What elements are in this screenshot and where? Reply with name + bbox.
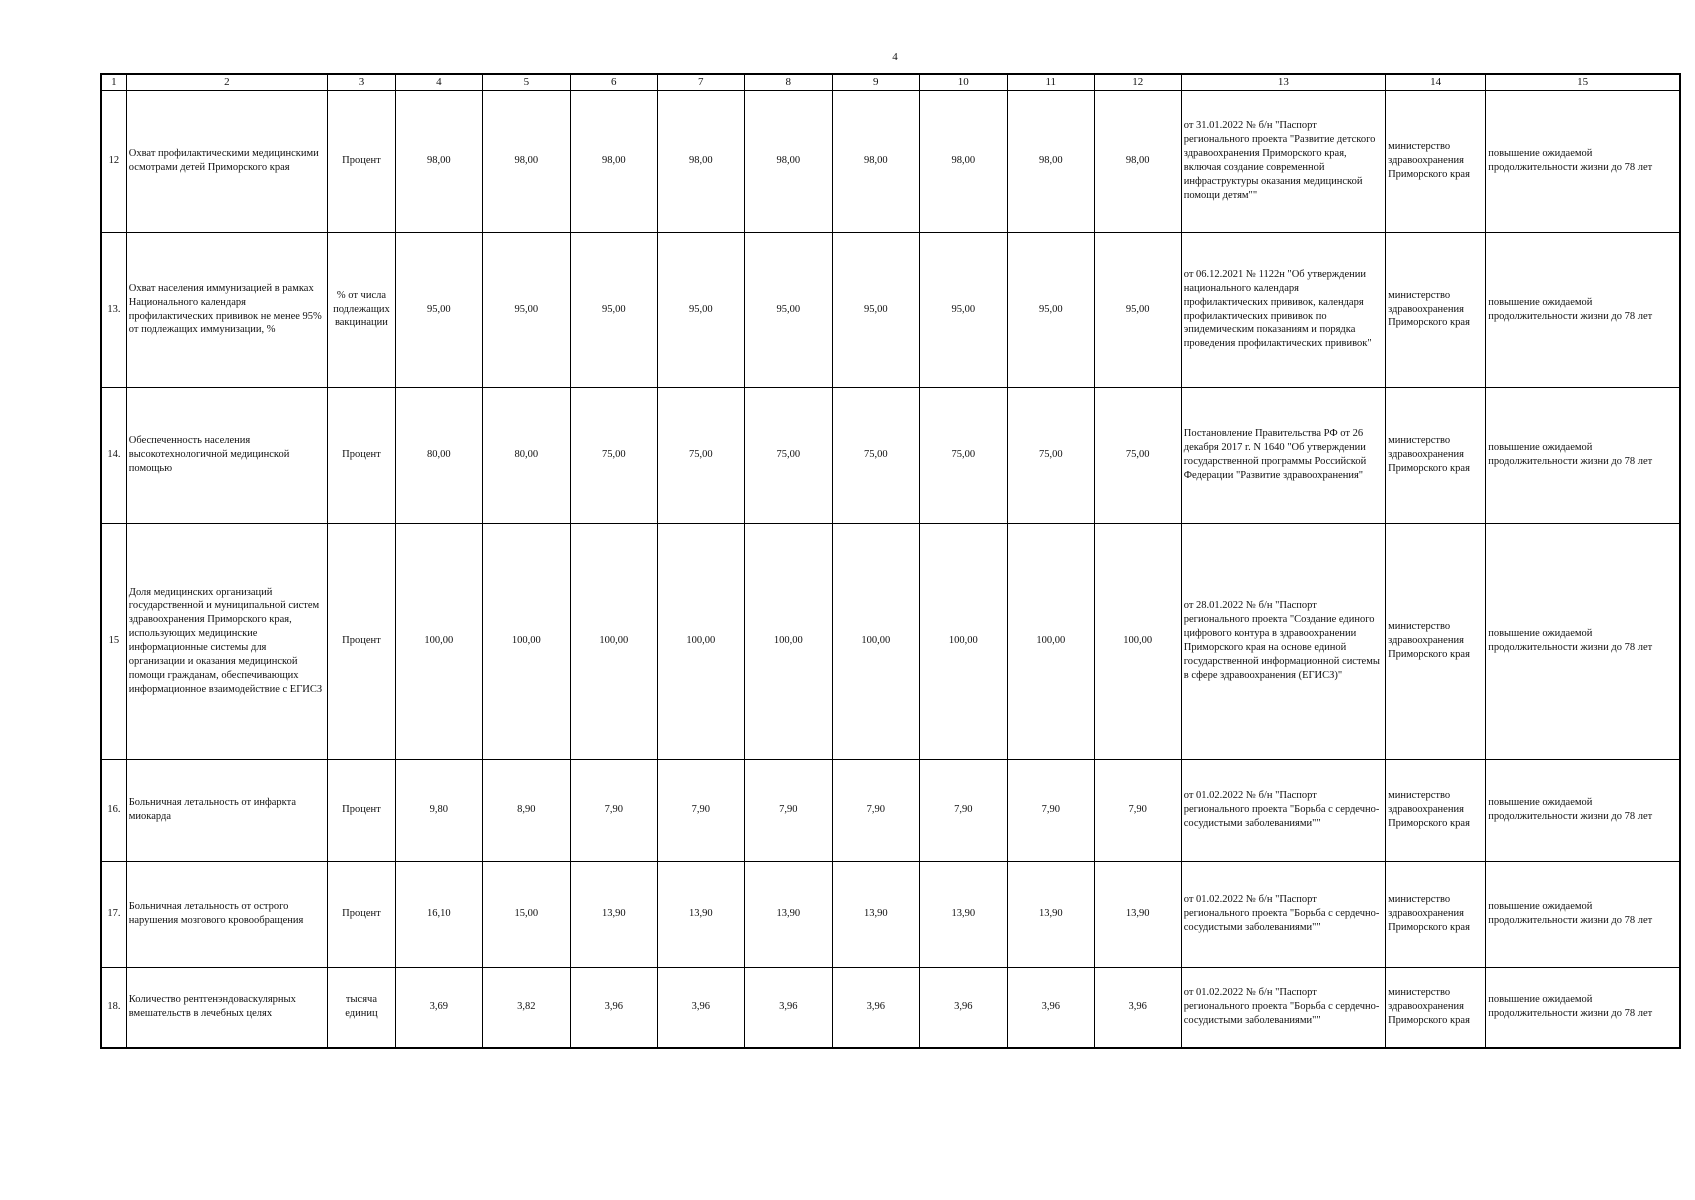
indicator-value: 75,00 <box>919 387 1007 523</box>
indicator-value: 95,00 <box>832 232 919 387</box>
indicator-value: 7,90 <box>1007 759 1094 861</box>
indicator-value: 98,00 <box>482 90 570 232</box>
indicator-value: 15,00 <box>482 861 570 967</box>
indicator-value: 13,90 <box>1007 861 1094 967</box>
row-number: 17. <box>101 861 126 967</box>
indicator-value: 9,80 <box>395 759 482 861</box>
indicator-value: 100,00 <box>919 523 1007 759</box>
column-number-1: 1 <box>101 74 126 90</box>
indicator-value: 98,00 <box>570 90 657 232</box>
indicator-value: 95,00 <box>482 232 570 387</box>
indicator-value: 100,00 <box>744 523 832 759</box>
unit-of-measure: % от числа подлежащих вакцинации <box>328 232 396 387</box>
indicator-value: 100,00 <box>657 523 744 759</box>
indicator-value: 13,90 <box>744 861 832 967</box>
indicator-value: 98,00 <box>1094 90 1181 232</box>
indicator-name: Больничная летальность от острого нарушения мозгового кровообращения <box>126 861 327 967</box>
column-number-15: 15 <box>1486 74 1680 90</box>
indicator-value: 13,90 <box>657 861 744 967</box>
indicator-name: Доля медицинских организаций государственной и муниципальной систем здравоохранения Приморского края, использующих медицинские информационные системы для организации и оказания медицинской помощи гражданам, обеспечивающих информационное взаимодействие с ЕГИСЗ <box>126 523 327 759</box>
target-goal: повышение ожидаемой продолжительности жизни до 78 лет <box>1486 861 1680 967</box>
target-goal: повышение ожидаемой продолжительности жизни до 78 лет <box>1486 232 1680 387</box>
table-row <box>101 967 1680 1048</box>
row-number: 18. <box>101 967 126 1048</box>
target-goal: повышение ожидаемой продолжительности жизни до 78 лет <box>1486 90 1680 232</box>
indicator-value: 98,00 <box>395 90 482 232</box>
row-number: 14. <box>101 387 126 523</box>
indicator-value: 7,90 <box>657 759 744 861</box>
row-number: 12 <box>101 90 126 232</box>
target-goal: повышение ожидаемой продолжительности жизни до 78 лет <box>1486 523 1680 759</box>
column-number-14: 14 <box>1386 74 1486 90</box>
table-body <box>101 74 1680 1048</box>
indicator-value: 98,00 <box>919 90 1007 232</box>
unit-of-measure: Процент <box>328 861 396 967</box>
target-goal: повышение ожидаемой продолжительности жизни до 78 лет <box>1486 967 1680 1048</box>
source-document: от 31.01.2022 № б/н "Паспорт регионального проекта "Развитие детского здравоохранения Приморского края, включая создание современной инфраструктуры оказания медицинской помощи детям"" <box>1181 90 1385 232</box>
responsible-ministry: министерство здравоохранения Приморского края <box>1386 967 1486 1048</box>
table-row <box>101 387 1680 523</box>
table-row <box>101 90 1680 232</box>
indicator-value: 100,00 <box>1094 523 1181 759</box>
column-number-3: 3 <box>328 74 396 90</box>
indicator-value: 3,96 <box>1094 967 1181 1048</box>
indicator-value: 3,96 <box>744 967 832 1048</box>
indicator-value: 95,00 <box>1094 232 1181 387</box>
indicator-name: Больничная летальность от инфаркта миокарда <box>126 759 327 861</box>
column-number-10: 10 <box>919 74 1007 90</box>
unit-of-measure: Процент <box>328 523 396 759</box>
row-number: 16. <box>101 759 126 861</box>
source-document: Постановление Правительства РФ от 26 декабря 2017 г. N 1640 "Об утверждении государственной программы Российской Федерации "Развитие здравоохранения" <box>1181 387 1385 523</box>
indicator-value: 13,90 <box>1094 861 1181 967</box>
source-document: от 01.02.2022 № б/н "Паспорт регионального проекта "Борьба с сердечно-сосудистыми заболеваниями"" <box>1181 967 1385 1048</box>
column-number-7: 7 <box>657 74 744 90</box>
table-row <box>101 861 1680 967</box>
indicator-name: Охват профилактическими медицинскими осмотрами детей Приморского края <box>126 90 327 232</box>
column-number-13: 13 <box>1181 74 1385 90</box>
indicator-value: 3,96 <box>657 967 744 1048</box>
indicator-value: 95,00 <box>1007 232 1094 387</box>
responsible-ministry: министерство здравоохранения Приморского края <box>1386 387 1486 523</box>
table-row <box>101 232 1680 387</box>
indicator-value: 75,00 <box>1007 387 1094 523</box>
indicator-value: 98,00 <box>1007 90 1094 232</box>
indicator-value: 3,96 <box>919 967 1007 1048</box>
indicator-value: 75,00 <box>832 387 919 523</box>
indicator-value: 7,90 <box>1094 759 1181 861</box>
source-document: от 01.02.2022 № б/н "Паспорт регионального проекта "Борьба с сердечно-сосудистыми заболеваниями"" <box>1181 759 1385 861</box>
responsible-ministry: министерство здравоохранения Приморского края <box>1386 232 1486 387</box>
indicator-value: 3,69 <box>395 967 482 1048</box>
indicator-value: 7,90 <box>570 759 657 861</box>
column-number-6: 6 <box>570 74 657 90</box>
indicator-value: 98,00 <box>744 90 832 232</box>
column-number-row <box>101 74 1680 90</box>
source-document: от 28.01.2022 № б/н "Паспорт регионального проекта "Создание единого цифрового контура в здравоохранении Приморского края на основе единой государственной информационной системы в сфере здравоохранения (ЕГИСЗ)" <box>1181 523 1385 759</box>
responsible-ministry: министерство здравоохранения Приморского края <box>1386 759 1486 861</box>
indicator-value: 80,00 <box>482 387 570 523</box>
indicator-name: Охват населения иммунизацией в рамках Национального календаря профилактических прививок не менее 95% от подлежащих иммунизации, % <box>126 232 327 387</box>
indicator-value: 75,00 <box>570 387 657 523</box>
indicator-value: 100,00 <box>482 523 570 759</box>
source-document: от 01.02.2022 № б/н "Паспорт регионального проекта "Борьба с сердечно-сосудистыми заболеваниями"" <box>1181 861 1385 967</box>
indicator-value: 16,10 <box>395 861 482 967</box>
indicator-value: 13,90 <box>570 861 657 967</box>
indicator-value: 98,00 <box>657 90 744 232</box>
indicator-value: 3,82 <box>482 967 570 1048</box>
table-row <box>101 759 1680 861</box>
indicator-name: Количество рентгенэндоваскулярных вмешательств в лечебных целях <box>126 967 327 1048</box>
column-number-9: 9 <box>832 74 919 90</box>
indicator-value: 3,96 <box>570 967 657 1048</box>
responsible-ministry: министерство здравоохранения Приморского края <box>1386 861 1486 967</box>
unit-of-measure: тысяча единиц <box>328 967 396 1048</box>
indicator-value: 75,00 <box>1094 387 1181 523</box>
column-number-4: 4 <box>395 74 482 90</box>
indicator-value: 75,00 <box>657 387 744 523</box>
indicator-value: 100,00 <box>832 523 919 759</box>
target-goal: повышение ожидаемой продолжительности жизни до 78 лет <box>1486 387 1680 523</box>
column-number-8: 8 <box>744 74 832 90</box>
unit-of-measure: Процент <box>328 759 396 861</box>
indicator-value: 3,96 <box>1007 967 1094 1048</box>
indicator-value: 95,00 <box>570 232 657 387</box>
responsible-ministry: министерство здравоохранения Приморского края <box>1386 523 1486 759</box>
row-number: 15 <box>101 523 126 759</box>
responsible-ministry: министерство здравоохранения Приморского края <box>1386 90 1486 232</box>
unit-of-measure: Процент <box>328 387 396 523</box>
indicator-name: Обеспеченность населения высокотехнологичной медицинской помощью <box>126 387 327 523</box>
table-row <box>101 523 1680 759</box>
indicator-value: 80,00 <box>395 387 482 523</box>
indicator-value: 95,00 <box>919 232 1007 387</box>
unit-of-measure: Процент <box>328 90 396 232</box>
row-number: 13. <box>101 232 126 387</box>
indicator-value: 95,00 <box>657 232 744 387</box>
indicator-value: 13,90 <box>832 861 919 967</box>
column-number-5: 5 <box>482 74 570 90</box>
indicator-value: 13,90 <box>919 861 1007 967</box>
column-number-11: 11 <box>1007 74 1094 90</box>
target-goal: повышение ожидаемой продолжительности жизни до 78 лет <box>1486 759 1680 861</box>
indicator-value: 75,00 <box>744 387 832 523</box>
indicator-value: 95,00 <box>744 232 832 387</box>
indicator-value: 7,90 <box>919 759 1007 861</box>
column-number-12: 12 <box>1094 74 1181 90</box>
indicator-value: 98,00 <box>832 90 919 232</box>
source-document: от 06.12.2021 № 1122н "Об утверждении национального календаря профилактических прививок, календаря профилактических прививок по эпидемическим показаниям и порядка проведения профилактических прививок" <box>1181 232 1385 387</box>
indicator-value: 3,96 <box>832 967 919 1048</box>
indicators-table <box>100 73 1681 1049</box>
column-number-2: 2 <box>126 74 327 90</box>
indicator-value: 95,00 <box>395 232 482 387</box>
indicator-value: 7,90 <box>744 759 832 861</box>
indicator-value: 7,90 <box>832 759 919 861</box>
indicator-value: 100,00 <box>570 523 657 759</box>
indicator-value: 100,00 <box>1007 523 1094 759</box>
page-number: 4 <box>892 51 898 63</box>
indicator-value: 100,00 <box>395 523 482 759</box>
indicator-value: 8,90 <box>482 759 570 861</box>
